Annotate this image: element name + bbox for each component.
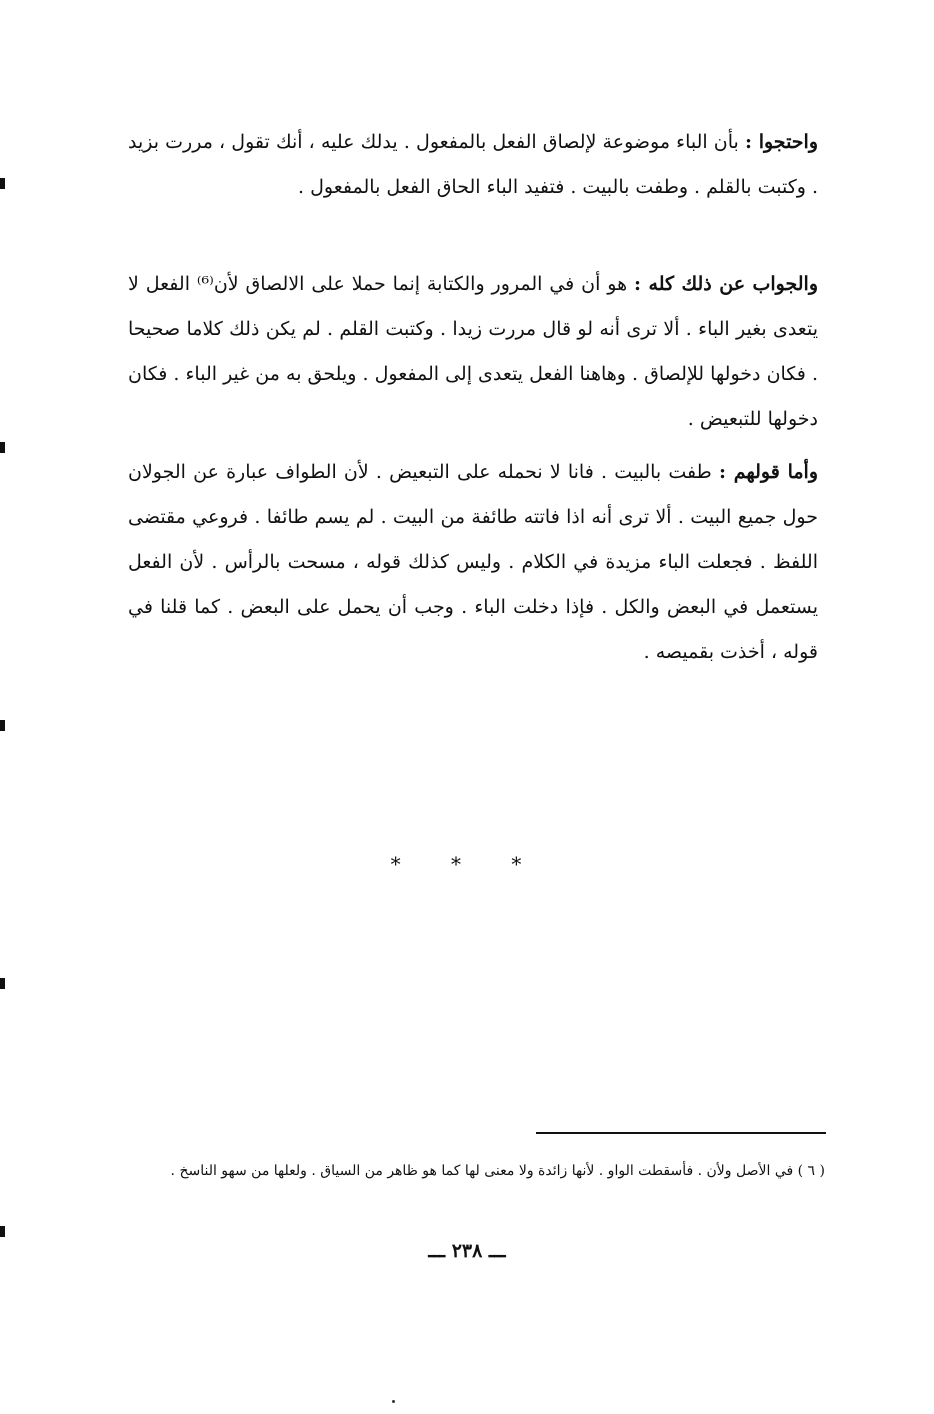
paragraph-2: [128, 262, 818, 442]
paragraph-2-lead: والجواب عن ذلك كله :: [634, 273, 818, 295]
scan-margin-mark: [0, 720, 5, 731]
paragraph-1: [128, 120, 818, 210]
footnote: ( ٦ ) في الأصل ولأن . فأسقطت الواو . لأنها زائدة ولا معنى لها كما هو ظاهر من السياق . ولعلها من سهو الناسخ .: [170, 1163, 825, 1179]
paragraph-3-text: طفت بالبيت . فانا لا نحمله على التبعيض . لأن الطواف عبارة عن الجولان حول جميع البيت . ألا ترى أنه اذا فاتته طائفة من البيت . لم يسم طائفا . فروعي مقتضى اللفظ . فجعلت الباء مزيدة في الكلام . وليس كذلك قوله ، مسحت بالرأس . لأن الفعل يستعمل في البعض والكل . فإذا دخلت الباء . وجب أن يحمل على البعض . كما قلنا في قوله ، أخذت بقميصه .: [128, 461, 818, 663]
paragraph-3-lead: وأما قولهم :: [718, 461, 818, 483]
page-number: ـــ ٢٣٨ ـــ: [428, 1240, 506, 1262]
section-separator: * * *: [390, 852, 544, 876]
scan-margin-mark: [0, 178, 5, 189]
paragraph-1-text: بأن الباء موضوعة لإلصاق الفعل بالمفعول . يدلك عليه ، أنك تقول ، مررت بزيد . وكتبت بالقلم . وطفت بالبيت . فتفيد الباء الحاق الفعل بالمفعول .: [128, 131, 818, 198]
scan-margin-mark: [0, 978, 5, 989]
footnote-divider: [536, 1132, 826, 1134]
paragraph-2-text: هو أن في المرور والكتابة إنما حملا على الالصاق لأن⁽⁶⁾ الفعل لا يتعدى بغير الباء . ألا ترى أنه لو قال مررت زيدا . وكتبت القلم . لم يكن ذلك كلاما صحيحا . فكان دخولها للإلصاق . وهاهنا الفعل يتعدى إلى المفعول . ويلحق به من غير الباء . فكان دخولها للتبعيض .: [128, 273, 818, 430]
scan-speck: [392, 1400, 395, 1403]
paragraph-1-lead: واحتجوا :: [744, 131, 819, 153]
scan-margin-mark: [0, 1226, 5, 1237]
paragraph-3: [128, 450, 818, 675]
scan-margin-mark: [0, 442, 5, 453]
